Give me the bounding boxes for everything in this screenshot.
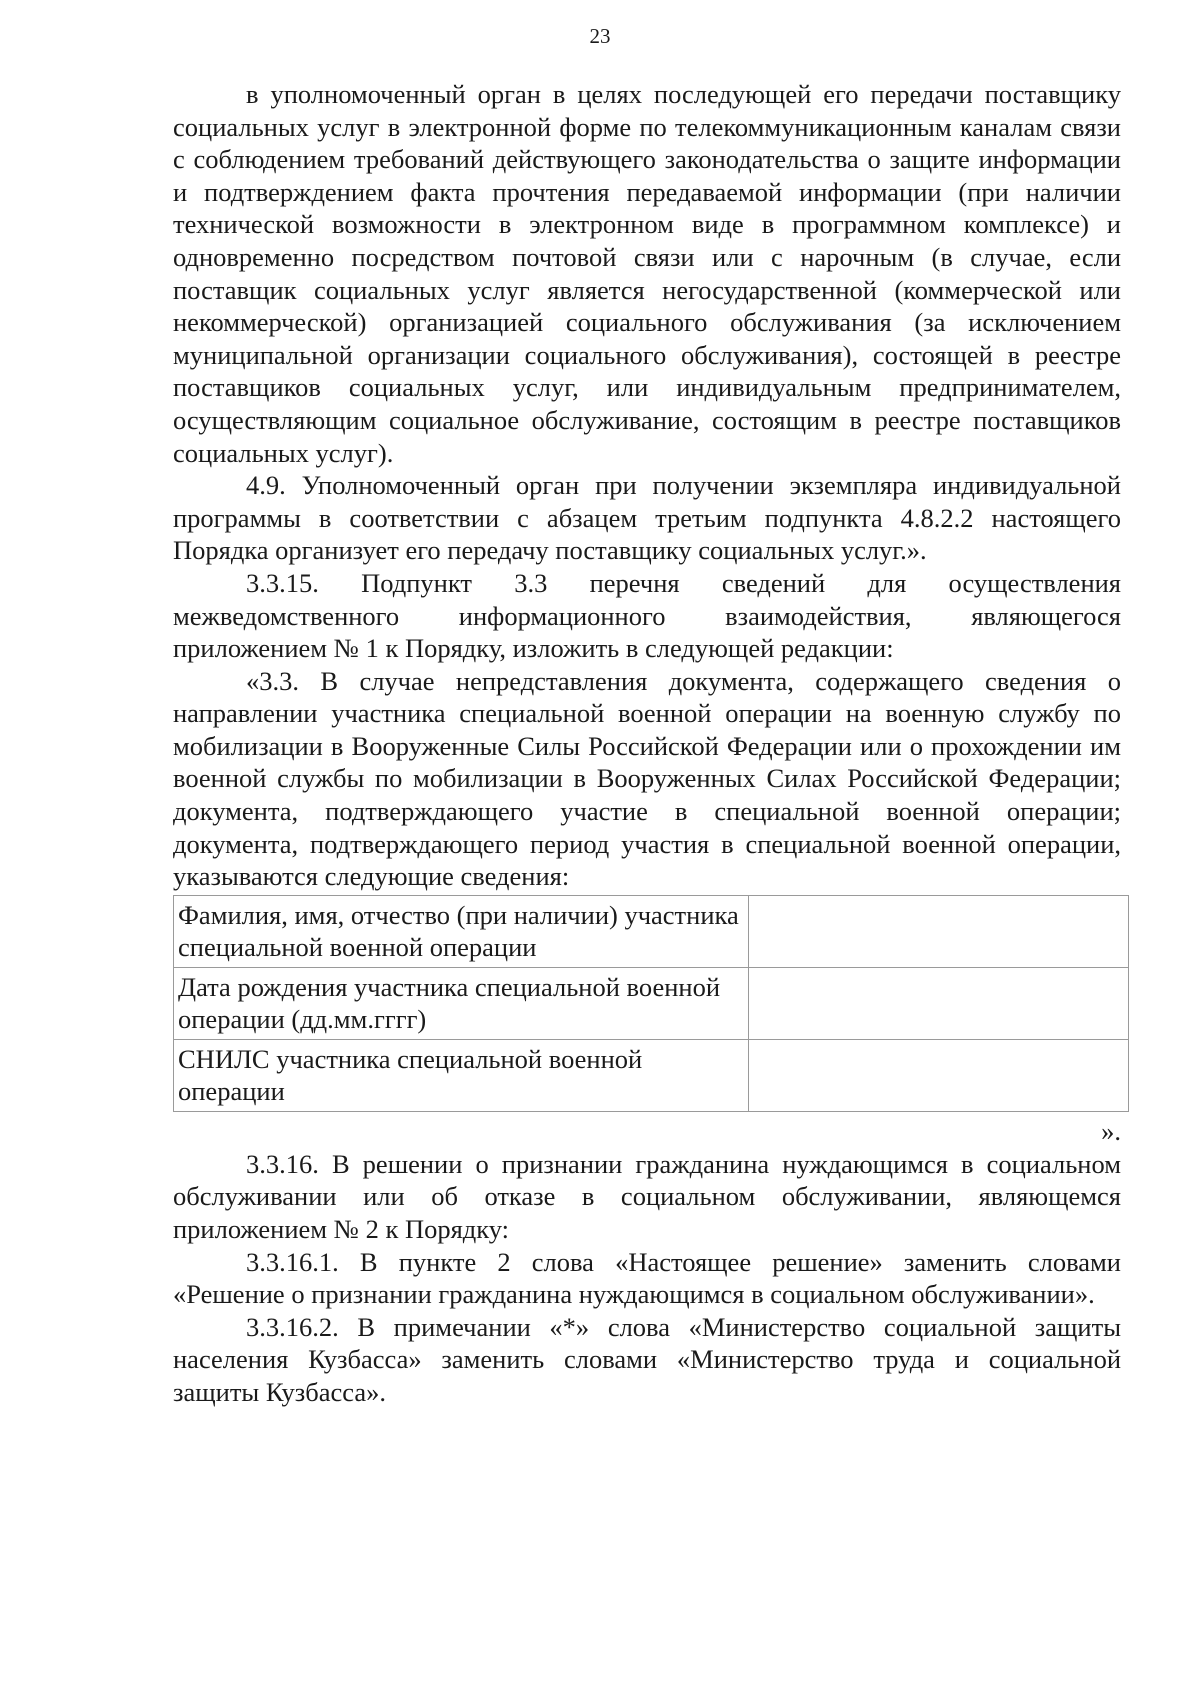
document-body	[173, 78, 1121, 1409]
table-cell-label: Фамилия, имя, отчество (при наличии) участника специальной военной операции	[174, 895, 749, 967]
page-number: 23	[589, 24, 611, 48]
table-row	[174, 895, 1129, 967]
table-cell-label: Дата рождения участника специальной военной операции (дд.мм.гггг)	[174, 967, 749, 1039]
paragraph-3-3-16-1: 3.3.16.1. В пункте 2 слова «Настоящее решение» заменить словами «Решение о признании гражданина нуждающимся в социальном обслуживании».	[173, 1246, 1121, 1310]
paragraph-4-9: 4.9. Уполномоченный орган при получении экземпляра индивидуальной программы в соответствии с абзацем третьим подпункта 4.8.2.2 настоящего Порядка организует его передачу поставщику социальных услуг.».	[173, 470, 1121, 566]
table-cell-value	[749, 967, 1129, 1039]
table-row	[174, 967, 1129, 1039]
paragraph-3-3-15: 3.3.15. Подпункт 3.3 перечня сведений для осуществления межведомственного информационного взаимодействия, являющегося приложением № 1 к Порядку, изложить в следующей редакции:	[173, 567, 1121, 664]
closing-quote: ».	[1101, 1115, 1121, 1146]
table-row	[174, 1039, 1129, 1111]
table-cell-value	[749, 895, 1129, 967]
paragraph-transfer-procedure: в уполномоченный орган в целях последующей его передачи поставщику социальных услуг в электронной форме по телекоммуникационным каналам связи с соблюдением требований действующего законодательства о защите информации и подтверждением факта прочтения передаваемой информации (при наличии технической возможности в электронном виде в программном комплексе) и одновременно посредством почтовой связи или с нарочным (в случае, если поставщик социальных услуг является негосударственной (коммерческой или некоммерческой) организацией социального обслуживания (за исключением муниципальной организации социального обслуживания), состоящей в реестре поставщиков социальных услуг, или индивидуальным предпринимателем, осуществляющим социальное обслуживание, состоящим в реестре поставщиков социальных услуг).	[173, 79, 1121, 468]
table-cell-value	[749, 1039, 1129, 1111]
participant-info-table	[173, 895, 1129, 1112]
paragraph-3-3: «3.3. В случае непредставления документа, содержащего сведения о направлении участника специальной военной операции на военную службу по мобилизации в Вооруженные Силы Российской Федерации или о прохождении им военной службы по мобилизации в Вооруженных Силах Российской Федерации; документа, подтверждающего участие в специальной военной операции; документа, подтверждающего период участия в специальной военной операции, указываются следующие сведения:	[173, 665, 1121, 892]
paragraph-3-3-16-2: 3.3.16.2. В примечании «*» слова «Министерство социальной защиты населения Кузбасса» заменить словами «Министерство труда и социальной защиты Кузбасса».	[173, 1311, 1121, 1407]
table-cell-label: СНИЛС участника специальной военной операции	[174, 1039, 749, 1111]
paragraph-3-3-16: 3.3.16. В решении о признании гражданина нуждающимся в социальном обслуживании или об отказе в социальном обслуживании, являющемся приложением № 2 к Порядку:	[173, 1148, 1121, 1245]
